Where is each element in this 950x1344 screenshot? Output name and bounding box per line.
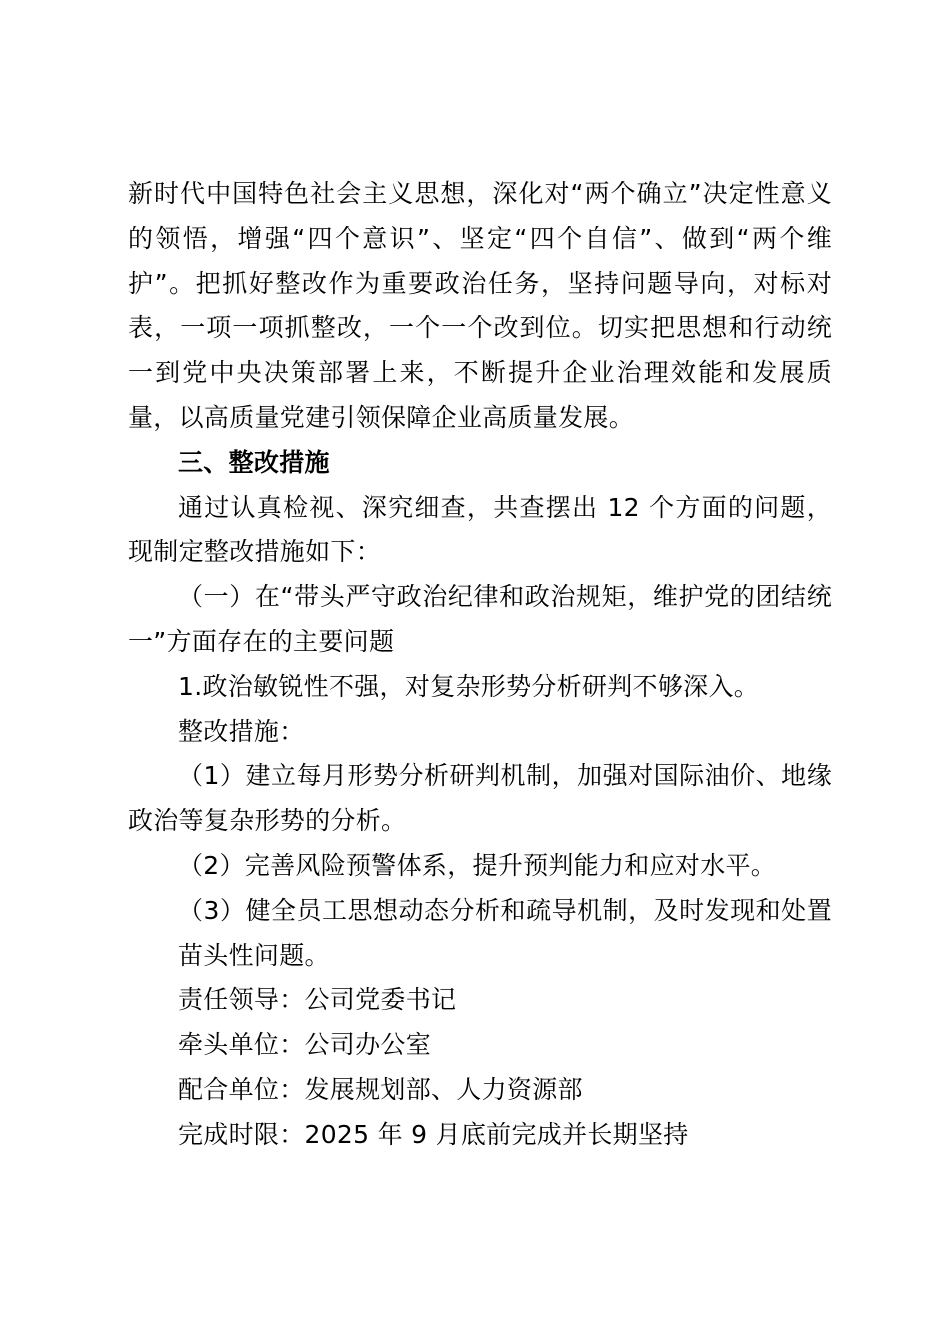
responsible-leader: 责任领导：公司党委书记 — [178, 985, 457, 1015]
issue-1: 1.政治敏锐性不强，对复杂形势分析研判不够深入。 — [178, 671, 760, 701]
measures-label: 整改措施： — [178, 716, 305, 746]
section-heading-rectification-measures: 三、整改措施 — [178, 447, 330, 477]
paragraph-overview: 通过认真检视、深究细查，共查摆出 12 个方面的问题，现制定整改措施如下： — [128, 492, 832, 567]
lead-unit: 牵头单位：公司办公室 — [178, 1030, 432, 1060]
subsection-heading-1: （一）在“带头严守政治纪律和政治规矩，维护党的团结统一”方面存在的主要问题 — [128, 582, 832, 656]
document-page — [128, 172, 832, 1158]
cooperating-units: 配合单位：发展规划部、人力资源部 — [178, 1074, 583, 1104]
deadline: 完成时限：2025 年 9 月底前完成并长期坚持 — [178, 1119, 689, 1149]
measure-2: （2）完善风险预警体系，提升预判能力和应对水平。 — [178, 850, 777, 880]
measure-1: （1）建立每月形势分析研判机制，加强对国际油价、地缘政治等复杂形势的分析。 — [128, 761, 832, 836]
paragraph-intro: 新时代中国特色社会主义思想，深化对“两个确立”决定性意义的领悟，增强“四个意识”、坚定“四个自信”、做到“两个维护”。把抓好整改作为重要政治任务，坚持问题导向，对标对表，一项一项抓整改，一个一个改到位。切实把思想和行动统一到党中央决策部署上来，不断提升企业治理效能和发展质量，以高质量党建引领保障企业高质量发展。 — [128, 179, 832, 432]
measure-3: （3）健全员工思想动态分析和疏导机制，及时发现和处置苗头性问题。 — [178, 895, 832, 970]
